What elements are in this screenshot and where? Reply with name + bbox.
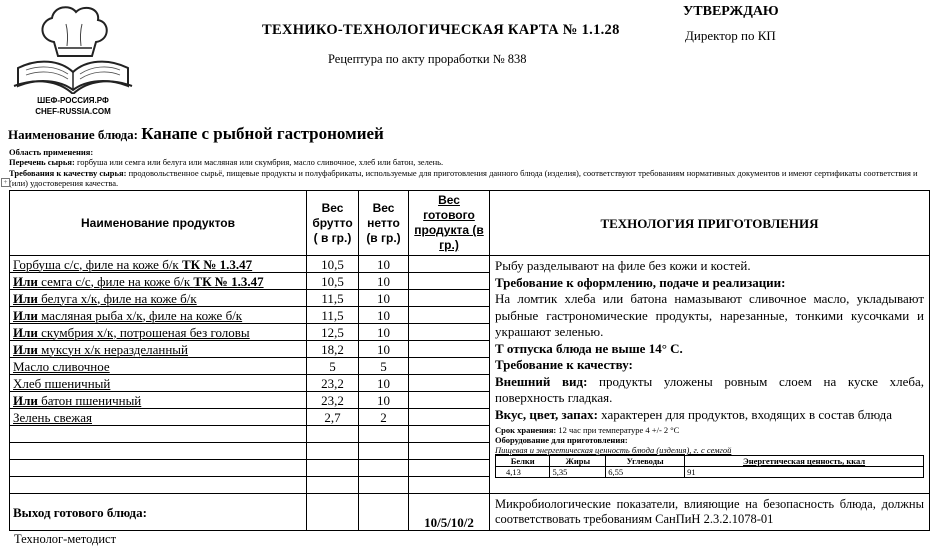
net-weight-cell: 10 [359, 273, 409, 290]
quality-label: Требования к качеству сырья: [9, 168, 127, 178]
ready-weight-cell [409, 477, 490, 494]
product-name: Горбуша с/с, филе на коже б/к [13, 256, 182, 272]
nutrition-value-energy: 91 [685, 467, 924, 478]
ready-weight-cell [409, 443, 490, 460]
gross-weight-cell: 18,2 [307, 341, 359, 358]
micro-text: Микробиологические показатели, влияющие на безопасность блюда, должны соответствовать требованиям СанПиН 2.3.2.1078-01 [490, 494, 930, 531]
product-name-cell [10, 460, 307, 477]
gross-weight-cell: 23,2 [307, 392, 359, 409]
ready-weight-cell [409, 290, 490, 307]
product-name: муксун х/к неразделанный [37, 341, 189, 357]
header-gross: Вес брутто ( в гр.) [307, 191, 359, 256]
product-name: Хлеб пшеничный [13, 375, 111, 391]
product-prefix: Или [13, 341, 38, 357]
net-weight-cell: 5 [359, 358, 409, 375]
net-weight-cell: 10 [359, 341, 409, 358]
gross-weight-cell: 10,5 [307, 256, 359, 273]
gross-weight-cell: 2,7 [307, 409, 359, 426]
product-name: семга с/с, филе на коже б/к [37, 273, 194, 289]
product-prefix: Или [13, 392, 38, 408]
table-header-row [10, 191, 930, 256]
ready-weight-cell [409, 273, 490, 290]
tech-h3: Требование к качеству: [495, 357, 633, 372]
gross-weight-cell: 10,5 [307, 273, 359, 290]
raw-text: горбуша или семга или белуга или масляная или скумбрия, масло сливочное, хлеб или батон, зелень. [76, 157, 444, 167]
product-name-cell [10, 341, 307, 358]
area-label: Область применения: [9, 147, 94, 157]
yield-empty-net [359, 494, 409, 531]
appearance-label: Внешний вид: [495, 373, 588, 389]
nutrition-value-fats: 5,35 [550, 467, 606, 478]
chef-hat-book-icon [12, 2, 134, 94]
gross-weight-cell: 5 [307, 358, 359, 375]
gross-weight-cell: 12,5 [307, 324, 359, 341]
ready-weight-cell [409, 324, 490, 341]
product-name-cell [10, 358, 307, 375]
product-name-cell [10, 290, 307, 307]
product-name-cell [10, 392, 307, 409]
product-name-cell [10, 375, 307, 392]
yield-value: 10/5/10/2 [409, 494, 490, 531]
ready-weight-cell [409, 307, 490, 324]
ready-weight-cell [409, 358, 490, 375]
net-weight-cell: 10 [359, 375, 409, 392]
table-row [10, 256, 930, 273]
gross-weight-cell: 11,5 [307, 290, 359, 307]
nutrition-header-carbs: Углеводы [606, 456, 685, 467]
appearance-text: продукты уложены ровным слоем на куске хлеба, поверхность гладкая. [495, 373, 925, 405]
product-name-cell [10, 477, 307, 494]
equipment-label: Оборудование для приготовления: [495, 435, 628, 445]
header-net: Вес нетто (в гр.) [359, 191, 409, 256]
net-weight-cell [359, 426, 409, 443]
nutrition-value-carbs: 6,55 [606, 467, 685, 478]
nutrition-header-fats: Жиры [550, 456, 606, 467]
tech-p1: Рыбу разделывают на филе без кожи и костей. [495, 258, 751, 273]
gross-weight-cell [307, 460, 359, 477]
area-line [9, 147, 921, 157]
product-name-cell [10, 324, 307, 341]
header-ready-text: Вес готового продукта (в гр.) [414, 193, 484, 252]
yield-row [10, 494, 930, 531]
product-name-cell [10, 409, 307, 426]
gross-weight-cell: 11,5 [307, 307, 359, 324]
taste-text: характерен для продуктов, входящих в состав блюда [597, 406, 892, 422]
chef-russia-logo [12, 2, 134, 120]
product-prefix: Или [13, 307, 38, 323]
nutrition-values-row [496, 467, 924, 478]
tech-h2: Т отпуска блюда не выше 14° С. [495, 340, 683, 356]
logo-text-en: CHEF-RUSSIA.COM [35, 107, 111, 116]
quality-line [9, 168, 921, 188]
director-label: Директор по КП [685, 28, 776, 43]
product-ref: ТК № 1.3.47 [182, 256, 253, 272]
quality-text: продовольственное сырьё, пищевые продукты и полуфабрикаты, используемые для приготовления данного блюда (изделия), соответствуют требованиям нормативных документов и имеют сертификаты соответствия и (или) удостоверения качества. [9, 168, 918, 188]
nutrition-header-energy: Энергетическая ценность, ккал [685, 456, 924, 467]
yield-label: Выход готового блюда: [10, 494, 307, 531]
net-weight-cell [359, 443, 409, 460]
product-name: Масло сливочное [13, 358, 110, 374]
card-title: ТЕХНИКО-ТЕХНОЛОГИЧЕСКАЯ КАРТА № 1.1.28 [262, 22, 620, 38]
raw-line [9, 157, 921, 167]
gross-weight-cell [307, 426, 359, 443]
table-move-handle-icon[interactable]: + [1, 178, 10, 187]
yield-empty-gross [307, 494, 359, 531]
net-weight-cell: 10 [359, 307, 409, 324]
product-name: скумбрия х/к, потрошеная без головы [37, 324, 250, 340]
ready-weight-cell [409, 341, 490, 358]
ready-weight-cell [409, 426, 490, 443]
card-subtitle: Рецептура по акту проработки № 838 [328, 52, 527, 66]
product-name: белуга х/к, филе на коже б/к [37, 290, 197, 306]
net-weight-cell: 10 [359, 324, 409, 341]
header-ready [409, 191, 490, 256]
product-name-cell [10, 443, 307, 460]
net-weight-cell [359, 460, 409, 477]
net-weight-cell: 2 [359, 409, 409, 426]
ready-weight-cell [409, 409, 490, 426]
ready-weight-cell [409, 460, 490, 477]
nutrition-header-proteins: Белки [496, 456, 550, 467]
net-weight-cell [359, 477, 409, 494]
net-weight-cell: 10 [359, 392, 409, 409]
product-name: Зелень свежая [13, 409, 93, 425]
approve-label: УТВЕРЖДАЮ [683, 4, 779, 19]
logo-text-ru: ШЕФ-РОССИЯ.РФ [37, 96, 109, 105]
dish-name-line [8, 124, 384, 144]
storage-label: Срок хранения: [495, 425, 557, 435]
product-name-cell [10, 273, 307, 290]
ingredients-table [9, 190, 930, 531]
product-prefix: Или [13, 324, 38, 340]
raw-label: Перечень сырья: [9, 157, 75, 167]
product-prefix: Или [13, 273, 38, 289]
signature-label: Технолог-методист [14, 532, 117, 546]
gross-weight-cell [307, 443, 359, 460]
nutrition-value-proteins: 4,13 [496, 467, 550, 478]
gross-weight-cell [307, 477, 359, 494]
product-name-cell [10, 256, 307, 273]
product-prefix: Или [13, 290, 38, 306]
header-product: Наименование продуктов [10, 191, 307, 256]
technology-cell [490, 256, 930, 494]
dish-name: Канапе с рыбной гастрономией [141, 124, 384, 143]
ready-weight-cell [409, 256, 490, 273]
product-name-cell [10, 307, 307, 324]
product-ref: ТК № 1.3.47 [193, 273, 264, 289]
product-name: батон пшеничный [37, 392, 142, 408]
taste-label: Вкус, цвет, запах: [495, 406, 598, 422]
tech-p2: На ломтик хлеба или батона намазывают сливочное масло, укладывают рыбные гастрономические продукты, нарезанные, тонкими кусочками и украшают зеленью. [495, 291, 924, 339]
product-name: масляная рыба х/к, филе на коже б/к [37, 307, 243, 323]
nutrition-header-row [496, 456, 924, 467]
ready-weight-cell [409, 392, 490, 409]
product-name-cell [10, 426, 307, 443]
dish-label: Наименование блюда: [8, 127, 138, 142]
gross-weight-cell: 23,2 [307, 375, 359, 392]
tech-h1: Требование к оформлению, подаче и реализации: [495, 274, 786, 290]
ready-weight-cell [409, 375, 490, 392]
storage-text: 12 час при температуре 4 +/- 2 °С [556, 425, 680, 435]
nutrition-table [495, 455, 924, 478]
nutrition-title: Пищевая и энергетическая ценность блюда (изделия), г. с семгой [495, 445, 732, 455]
header-technology: ТЕХНОЛОГИЯ ПРИГОТОВЛЕНИЯ [490, 191, 930, 256]
net-weight-cell: 10 [359, 290, 409, 307]
net-weight-cell: 10 [359, 256, 409, 273]
